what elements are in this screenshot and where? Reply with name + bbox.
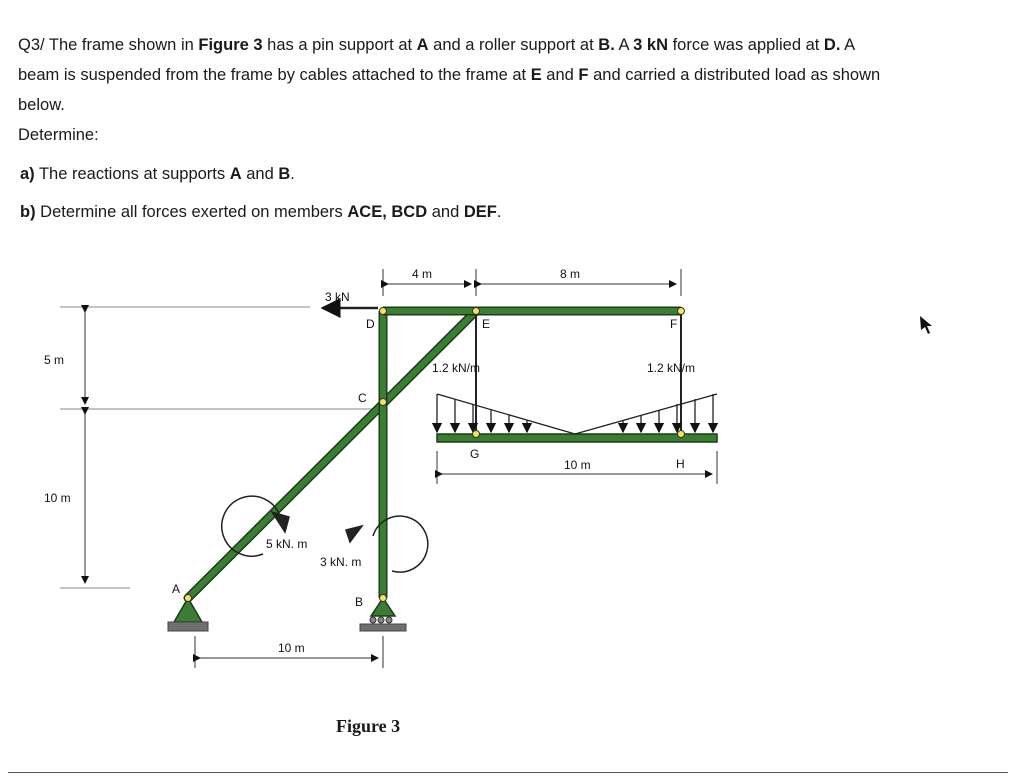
label-b: B [355, 595, 364, 609]
pin-support-a [168, 598, 208, 631]
distributed-load [437, 394, 717, 434]
roller-support-b [360, 598, 406, 631]
dim-left-upper: 5 m [44, 353, 65, 367]
force-d-label: 3 kN [325, 290, 350, 304]
frame-diagram [40, 236, 780, 756]
page-bottom-rule [8, 772, 1008, 773]
moment-ace-label: 5 kN. m [266, 537, 308, 551]
label-e: E [482, 317, 491, 331]
label-g: G [470, 447, 480, 461]
dim-left-lower: 10 m [44, 491, 71, 505]
determine-heading: Determine: [18, 126, 99, 144]
part-a: a) The reactions at supports A and B. [20, 165, 295, 183]
dist-load-right-label: 1.2 kN/m [647, 361, 696, 375]
dim-bottom-ab: 10 m [278, 641, 305, 655]
moment-bcd-label: 3 kN. m [320, 555, 362, 569]
question-number: Q3/ The frame shown in [18, 36, 199, 54]
question-line-3: below. [18, 96, 65, 114]
label-d: D [366, 317, 375, 331]
question-line-1: Q3/ The frame shown in Figure 3 has a pin support at A and a roller support at B. A 3 kN force was applied at D. A [18, 36, 856, 54]
label-f: F [670, 317, 678, 331]
label-h: H [676, 457, 685, 471]
left-dimensions [60, 307, 380, 588]
question-text [18, 30, 1008, 120]
dim-beam-span: 10 m [564, 458, 591, 472]
label-c: C [358, 391, 367, 405]
dist-load-left-label: 1.2 kN/m [432, 361, 481, 375]
dim-top-de: 4 m [412, 267, 433, 281]
dim-top-ef: 8 m [560, 267, 581, 281]
mouse-cursor-icon [918, 314, 936, 336]
label-a: A [172, 582, 181, 596]
question-line-2: beam is suspended from the frame by cables attached to the frame at E and F and carried a distributed load as shown [18, 66, 881, 84]
frame-figure [40, 236, 780, 756]
figure-caption: Figure 3 [336, 716, 401, 736]
part-b: b) Determine all forces exerted on members ACE, BCD and DEF. [20, 203, 502, 221]
